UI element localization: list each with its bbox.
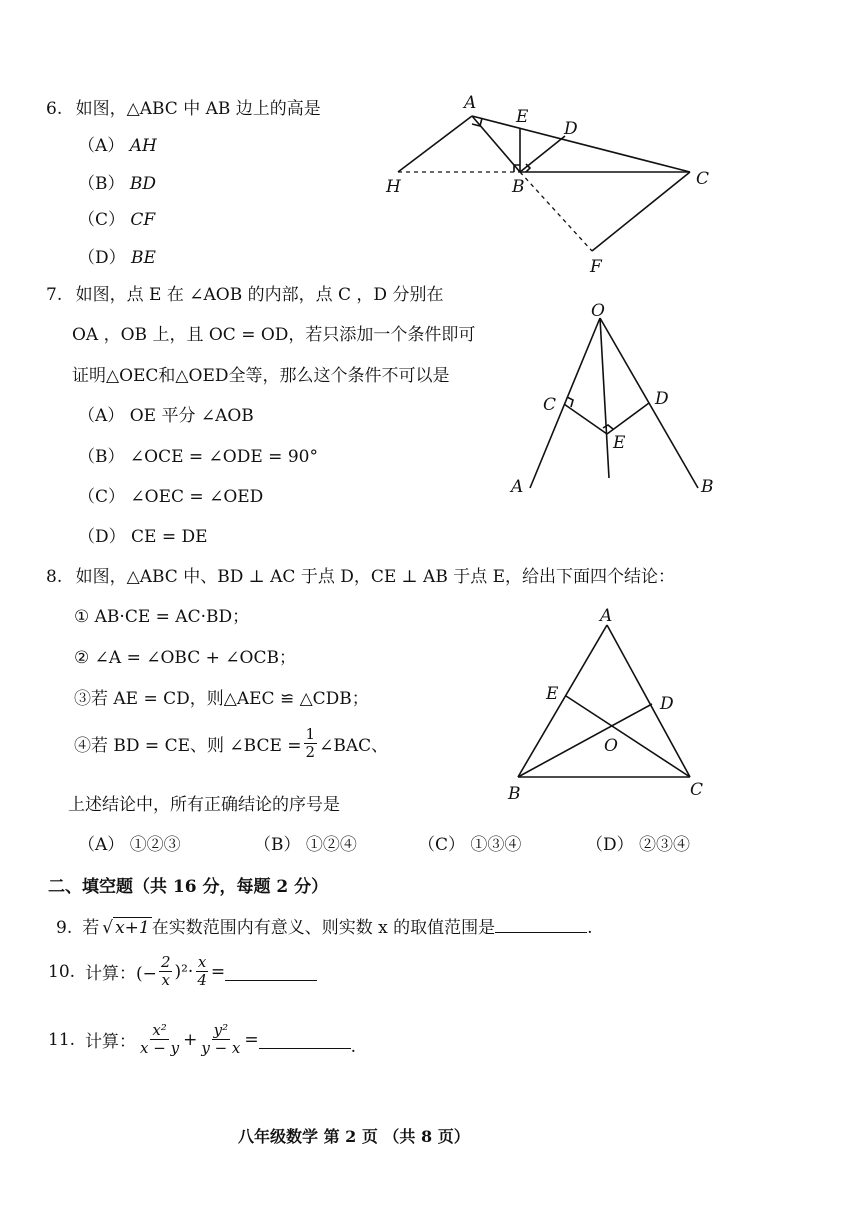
q9-number: 9. [56, 918, 73, 938]
q7-segment-de [607, 403, 649, 434]
q9-prefix: 若 [82, 918, 100, 938]
q8-stem-row [46, 562, 675, 587]
q8-side-ac [607, 625, 690, 777]
q8-option-d-text: ②③④ [639, 835, 691, 855]
q7-stem-line2: OA ，OB 上，且 OC = OD，若只添加一个条件即可 [72, 325, 476, 345]
q6-line-ab [472, 116, 520, 172]
q6-label-d: D [564, 119, 578, 139]
section-2-heading: 二、填空题（共 16 分，每题 2 分） [48, 877, 329, 897]
q7-number: 7. [46, 285, 63, 305]
q7-option-a [78, 401, 254, 426]
q8-half-fraction [304, 726, 318, 762]
q10-fraction-2-num: x [197, 953, 207, 971]
q7-option-a-label: （A） [78, 406, 125, 426]
q6-option-c [78, 205, 155, 230]
q11-fraction-1-den: x − y [140, 1039, 180, 1058]
q7-figure [505, 300, 725, 500]
q8-option-c [418, 830, 521, 855]
q8-option-b [254, 830, 357, 855]
q7-label-o: O [591, 301, 605, 321]
q11-prefix: 计算： [85, 1032, 137, 1053]
q6-label-b: B [512, 177, 525, 197]
q6-figure [380, 88, 720, 278]
q6-label-f: F [590, 257, 602, 277]
q10-prefix: 计算：(− [85, 964, 157, 985]
q9-answer-blank[interactable] [495, 931, 587, 933]
q10-number: 10. [48, 961, 76, 982]
q8-conclusion-4-suffix: ∠BAC、 [319, 736, 389, 757]
q6-option-c-text: CF [130, 210, 156, 230]
q11-fraction-2 [199, 1022, 242, 1058]
q8-conclusion-1: ① AB·CE = AC·BD； [74, 607, 250, 627]
q8-conclusion-4 [74, 726, 388, 762]
q6-option-a [78, 131, 157, 156]
q7-label-c: C [543, 395, 557, 415]
q7-option-d [78, 522, 208, 547]
q6-label-c: C [696, 169, 710, 189]
q8-stem: 如图，△ABC 中、BD ⊥ AC 于点 D，CE ⊥ AB 于点 E，给出下面四个结论： [75, 567, 676, 587]
q8-label-o: O [604, 736, 618, 756]
q6-option-d [78, 243, 156, 268]
q6-label-e: E [516, 107, 529, 127]
q7-option-c-label: （C） [78, 487, 126, 507]
q8-half-num: 1 [305, 725, 316, 743]
q7-option-b-text: ∠OCE = ∠ODE = 90° [129, 447, 318, 467]
q7-segment-ce [564, 404, 607, 434]
q7-stem-line3: 证明△OEC和△OED全等，那么这个条件不可以是 [72, 366, 450, 386]
q11-number: 11. [48, 1029, 76, 1050]
q10-fraction-2 [195, 954, 209, 990]
q7-ray-oe [600, 318, 609, 478]
q9-end: . [587, 918, 593, 938]
q7-option-c-text: ∠OEC = ∠OED [130, 487, 264, 507]
q6-option-a-label: （A） [78, 136, 125, 156]
q11-answer-blank[interactable] [259, 1047, 351, 1049]
q6-number: 6. [46, 99, 63, 119]
q7-mark-c [567, 397, 573, 407]
q7-option-a-text: OE 平分 ∠AOB [129, 406, 254, 426]
q10-fraction-2-den: 4 [197, 971, 207, 990]
q7-label-b: B [701, 477, 714, 497]
q8-conclusion-4-prefix: ④若 BD = CE、则 ∠BCE = [74, 736, 302, 757]
q7-label-d: D [655, 389, 669, 409]
q9-sqrt: √ x+1 [102, 918, 150, 938]
q7-option-b-label: （B） [78, 447, 125, 467]
q6-line-ah [398, 116, 472, 172]
q8-option-a [78, 830, 181, 855]
q6-option-a-text: AH [129, 136, 157, 156]
q6-label-a: A [464, 93, 477, 113]
q11-fraction-2-num: y² [213, 1021, 229, 1039]
q8-label-a: A [600, 606, 613, 626]
q9-suffix: 在实数范围内有意义、则实数 x 的取值范围是 [151, 918, 496, 938]
q6-option-c-label: （C） [78, 210, 126, 230]
q8-option-d-label: （D） [586, 835, 634, 855]
q10-fraction-1-num: 2 [160, 953, 171, 971]
q6-option-b-label: （B） [78, 174, 125, 194]
q8-segment-bd [518, 704, 652, 777]
q7-label-e: E [613, 433, 626, 453]
q8-label-c: C [690, 780, 704, 800]
page-footer: 八年级数学 第 2 页 （共 8 页） [238, 1127, 470, 1146]
q11-end: . [350, 1036, 357, 1057]
q8-label-b: B [508, 784, 521, 804]
q8-figure [500, 605, 720, 805]
q9-radicand: x+1 [115, 918, 150, 938]
q6-option-b [78, 169, 156, 194]
q8-number: 8. [46, 567, 63, 587]
q8-option-b-label: （B） [254, 835, 301, 855]
q6-dashed-bf [520, 172, 592, 251]
q7-stem-line1 [46, 280, 443, 305]
q8-label-d: D [660, 694, 674, 714]
q8-label-e: E [546, 684, 559, 704]
q8-option-d [586, 830, 690, 855]
q9-row [56, 913, 593, 938]
q10-equals: = [210, 961, 226, 982]
q11-fraction-1-num: x² [152, 1021, 167, 1039]
q10-fraction-1 [159, 954, 173, 990]
q6-stem-row [46, 94, 321, 119]
q10-fraction-1-den: x [161, 971, 170, 990]
q8-option-a-text: ①②③ [129, 835, 181, 855]
q6-option-b-text: BD [129, 174, 157, 194]
q10-row [48, 954, 317, 990]
q7-ray-oa [530, 318, 600, 488]
q7-stem-1: 如图，点 E 在 ∠AOB 的内部，点 C ，D 分别在 [75, 285, 444, 305]
q11-equals: = [244, 1029, 259, 1050]
q8-summary: 上述结论中，所有正确结论的序号是 [68, 795, 340, 815]
q8-option-c-label: （C） [418, 835, 466, 855]
q10-power: )²· [174, 961, 194, 982]
q7-label-a: A [511, 477, 524, 497]
q8-option-b-text: ①②④ [305, 835, 357, 855]
q8-option-c-text: ①③④ [470, 835, 522, 855]
q11-plus: + [183, 1029, 198, 1050]
q7-option-d-text: CE = DE [131, 527, 208, 547]
q7-mark-e [603, 425, 613, 429]
q6-label-h: H [386, 177, 401, 197]
q11-row [48, 1022, 356, 1058]
q6-option-d-label: （D） [78, 248, 126, 268]
q7-option-b [78, 442, 318, 467]
q10-answer-blank[interactable] [225, 979, 317, 981]
q6-option-d-text: BE [131, 248, 156, 268]
q8-half-den: 2 [305, 743, 316, 762]
q6-stem: 如图，△ABC 中 AB 边上的高是 [75, 99, 321, 119]
q6-line-bd [520, 136, 565, 172]
q6-line-cf [592, 172, 690, 251]
q7-option-d-label: （D） [78, 527, 126, 547]
q6-line-ac [472, 116, 690, 172]
q8-conclusion-3: ③若 AE = CD，则△AEC ≌ △CDB； [74, 689, 369, 709]
q7-option-c [78, 482, 263, 507]
q8-option-a-label: （A） [78, 835, 125, 855]
q8-side-ab [518, 625, 607, 777]
q11-fraction-1 [138, 1022, 181, 1058]
q8-conclusion-2: ② ∠A = ∠OBC + ∠OCB； [74, 648, 296, 668]
q11-fraction-2-den: y − x [201, 1039, 241, 1058]
